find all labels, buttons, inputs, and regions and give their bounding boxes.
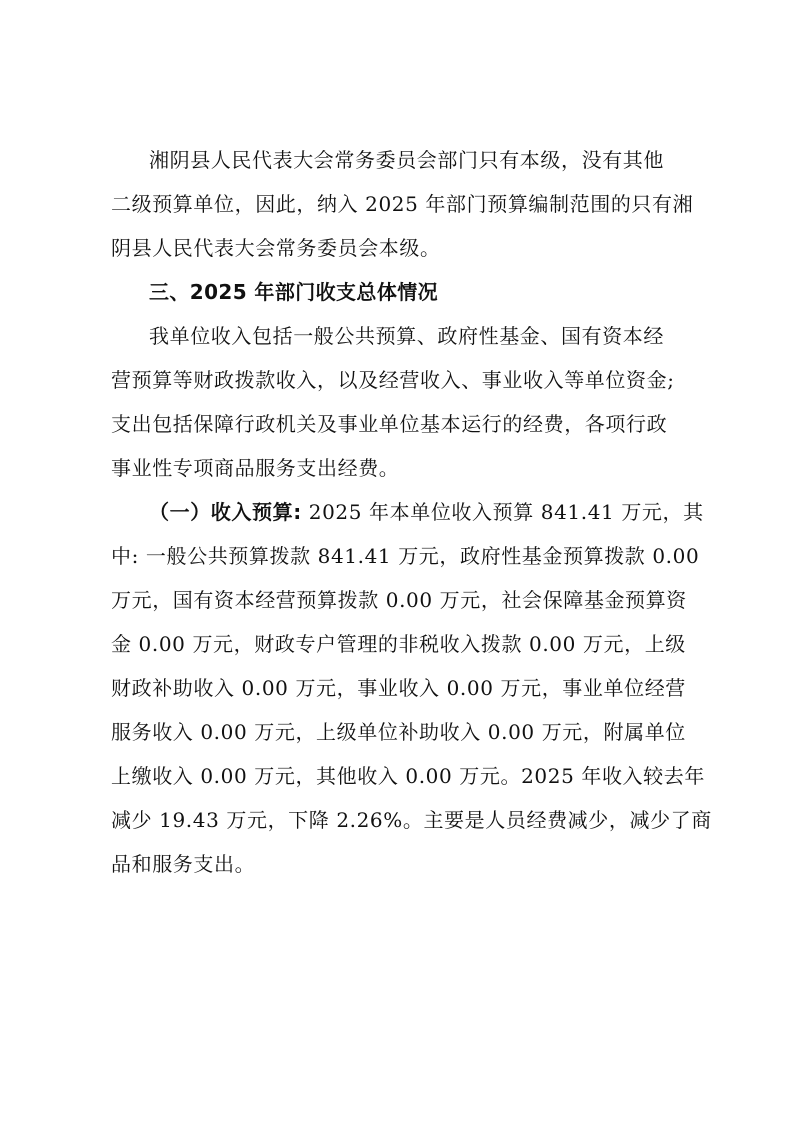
- p2-line-3: 支出包括保障行政机关及事业单位基本运行的经费，各项行政: [111, 412, 668, 436]
- p1-line-3: 阴县人民代表大会常务委员会本级。: [111, 236, 441, 260]
- p3-line-5: 财政补助收入 0.00 万元，事业收入 0.00 万元，事业单位经营: [111, 676, 686, 700]
- p3-line-1-text: 2025 年本单位收入预算 841.41 万元，其: [301, 500, 704, 524]
- p3-line-4: 金 0.00 万元，财政专户管理的非税收入拨款 0.00 万元，上级: [111, 632, 686, 656]
- subsection-heading-income: （一）收入预算:: [149, 500, 302, 524]
- p2-line-2: 营预算等财政拨款收入，以及经营收入、事业收入等单位资金;: [111, 368, 675, 392]
- p3-line-1: [149, 497, 704, 527]
- p3-line-8: 减少 19.43 万元，下降 2.26%。主要是人员经费减少，减少了商: [111, 808, 712, 832]
- p1-line-2: 二级预算单位，因此，纳入 2025 年部门预算编制范围的只有湘: [111, 192, 694, 216]
- p2-line-4: 事业性专项商品服务支出经费。: [111, 456, 400, 480]
- p3-line-9: 品和服务支出。: [111, 852, 256, 876]
- p1-line-1: 湘阴县人民代表大会常务委员会部门只有本级，没有其他: [149, 148, 664, 172]
- p3-line-6: 服务收入 0.00 万元，上级单位补助收入 0.00 万元，附属单位: [111, 720, 686, 744]
- p2-line-1: 我单位收入包括一般公共预算、政府性基金、国有资本经: [149, 324, 664, 348]
- section-heading-3: 三、2025 年部门收支总体情况: [149, 280, 439, 304]
- p3-line-7: 上缴收入 0.00 万元，其他收入 0.00 万元。2025 年收入较去年: [111, 764, 705, 788]
- p3-line-3: 万元，国有资本经营预算拨款 0.00 万元，社会保障基金预算资: [111, 588, 687, 612]
- p3-line-2: 中: 一般公共预算拨款 841.41 万元，政府性基金预算拨款 0.00: [111, 544, 700, 568]
